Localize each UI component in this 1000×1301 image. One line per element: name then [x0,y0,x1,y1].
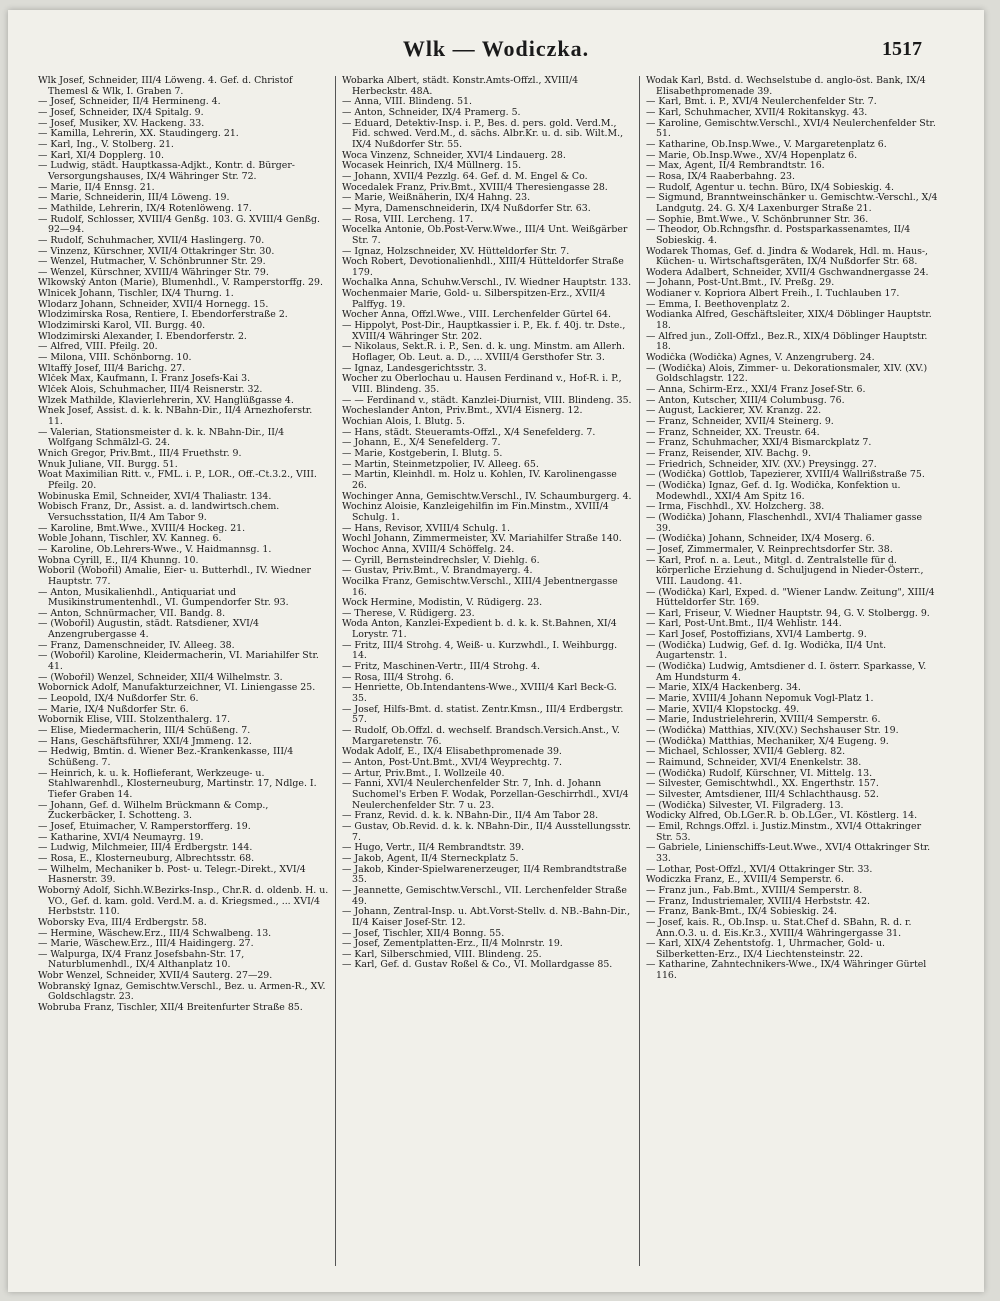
directory-entry: — Jakob, Agent, II/4 Sterneckplatz 5. [342,853,519,864]
directory-entry: — Johann, Post-Unt.Bmt., IV. Preßg. 29. [646,278,835,289]
directory-entry: — Friedrich, Schneider, XIV. (XV.) Preysingg. 27. [646,459,877,470]
directory-entry: — Elise, Miedermacherin, III/4 Schüßeng. 7. [38,726,251,737]
directory-entry: Wochinz Aloisie, Kanzleigehilfin im Fin.Minstm., XVIII/4 Schulg. 1. [342,502,609,523]
directory-entry: — Ludwig, Milchmeier, III/4 Erdbergstr. 144. [38,843,253,854]
directory-entry: Wocilka Franz, Gemischtw.Verschl., XIII/4 Jebentnergasse 16. [342,576,618,598]
directory-entry: Wnek Josef, Assist. d. k. k. NBahn-Dir., II/4 Arnezhoferstr. 11. [38,406,313,427]
directory-entry: Woble Johann, Tischler, XV. Kanneg. 6. [38,534,222,545]
directory-entry: — (Wobořil) Karoline, Kleidermacherin, VI. Mariahilfer Str. 41. [38,651,319,673]
directory-entry: — Josef, kais. R., Ob.Insp. u. Stat.Chef d. SBahn, R. d. r. Ann.O.3. u. d. Eis.Kr.3., XVIII/4 Währingergasse 31. [646,917,912,939]
directory-entry: — Franz, Revid. d. k. k. NBahn-Dir., II/4 Am Tabor 28. [342,811,599,822]
directory-entry: — Rosa, IX/4 Raaberbahng. 23. [646,171,795,182]
directory-entry: — Anton, Kutscher, XIII/4 Columbusg. 76. [646,395,845,406]
directory-entry: — Valerian, Stationsmeister d. k. k. NBahn-Dir., II/4 Wolfgang Schmälzl-G. 24. [38,427,285,449]
directory-column-3 [646,76,938,1271]
directory-entry: — Rosa, VIII. Lercheng. 17. [342,214,474,225]
directory-entry: Wodak Adolf, E., IX/4 Elisabethpromenade 39. [342,747,562,758]
directory-entry: — Silvester, Amtsdiener, III/4 Schlachthausg. 52. [646,789,879,800]
directory-entry: — Josef, Hilfs-Bmt. d. statist. Zentr.Kmsn., III/4 Erdbergstr. 57. [342,704,624,726]
directory-entry: — Theodor, Ob.Rchngsfhr. d. Postsparkassenamtes, II/4 Sobieskig. 4. [646,225,911,246]
directory-entry: Woborsky Eva, III/4 Erdbergstr. 58. [38,917,207,928]
directory-entry: — Sigmund, Branntweinschänker u. Gemischtw.-Verschl., X/4 Landgutg. 24. G. X/4 Laxenburger Straße 21. [646,193,938,214]
directory-entry: Wodera Adalbert, Schneider, XVII/4 Gschwandnergasse 24. [646,267,929,278]
directory-entry: Wobornick Adolf, Manufakturzeichner, VI. Liniengasse 25. [38,683,316,694]
directory-entry: — Hugo, Vertr., II/4 Rembrandtstr. 39. [342,843,525,854]
directory-entry: Wlk Josef, Schneider, III/4 Löweng. 4. Gef. d. Christof Themesl & Wlk, I. Graben 7. [38,76,293,97]
directory-entry: Wochenmaier Marie, Gold- u. Silberspitzen-Erz., XVII/4 Palffyg. 19. [342,289,606,310]
directory-entry: — Hedwig, Bmtin. d. Wiener Bez.-Krankenkasse, III/4 Schüßeng. 7. [38,747,294,768]
directory-entry: — Kamilla, Lehrerin, XX. Staudingerg. 21. [38,129,239,140]
directory-entry: — Marie, XVIII/4 Johann Nepomuk Vogl-Platz 1. [646,694,874,705]
directory-entry: — Karl, XI/4 Dopplerg. 10. [38,150,164,161]
directory-entry: — Anton, Schnürmacher, VII. Bandg. 8. [38,608,226,619]
directory-column-1 [38,76,330,1271]
directory-entry: — Gabriele, Linienschiffs-Leut.Wwe., XVI/4 Ottakringer Str. 33. [646,843,931,864]
directory-entry: — Therese, V. Rüdigerg. 23. [342,608,475,619]
directory-entry: — Marie, Ob.Insp.Wwe., XV/4 Hopenplatz 6. [646,150,858,161]
directory-entry: — Josef, Musiker, XV. Hackeng. 33. [38,118,205,129]
directory-entry: — (Wobořil) Wenzel, Schneider, XII/4 Wilhelmstr. 3. [38,672,283,683]
directory-entry: — Nikolaus, Sekt.R. i. P., Sen. d. k. ung. Minstm. am Allerh. Hoflager, Ob. Leut. a. D., ... XVIII/4 Gersthofer Str. 3. [342,342,625,364]
directory-entry: — Anton, Post-Unt.Bmt., XVI/4 Weyprechtg. 7. [342,758,563,768]
directory-entry: — Walpurga, IX/4 Franz Josefsbahn-Str. 17, Naturblumenhdl., IX/4 Althanplatz 10. [38,949,245,971]
directory-entry: — Irma, Fischhdl., XV. Holzcherg. 38. [646,502,825,513]
directory-entry: — Marie, XIX/4 Hackenberg. 34. [646,683,801,694]
directory-entry: — (Wodička) Johann, Flaschenhdl., XVI/4 Thaliamer gasse 39. [646,512,923,534]
directory-entry: — Katharine, Ob.Insp.Wwe., V. Margaretenplatz 6. [646,139,887,150]
directory-entry: — Anna, VIII. Blindeng. 51. [342,97,472,108]
directory-entry: — Johann, Gef. d. Wilhelm Brückmann & Comp., Zuckerbäcker, I. Schotteng. 3. [38,800,269,822]
directory-page [8,10,984,1292]
directory-entry: Wobisch Franz, Dr., Assist. a. d. landwirtsch.chem. Versuchsstation, II/4 Am Tabor 9. [38,502,280,523]
directory-entry: Woborný Adolf, Sichh.W.Bezirks-Insp., Chr.R. d. oldenb. H. u. VO., Gef. d. kam. gold. Verd.M. a. d. Kriegsmed., ... XVI/4 Herbststr. 110. [38,885,329,918]
directory-entry: Wodarek Thomas, Gef. d. Jindra & Wodarek, Hdl. m. Haus-, Küchen- u. Wirtschaftsgeräten, IX/4 Nußdorfer Str. 68. [646,246,929,268]
directory-entry: — (Wodička) Rudolf, Kürschner, VI. Mittelg. 13. [646,768,873,779]
directory-entry: — Ignaz, Landesgerichtsstr. 3. [342,363,487,374]
directory-entry: — Karoline, Bmt.Wwe., XVIII/4 Hockeg. 21. [38,523,246,534]
directory-entry: — Anton, Schneider, IX/4 Pramerg. 5. [342,107,521,118]
directory-entry: Wltaffý Josef, III/4 Barichg. 27. [38,363,186,374]
directory-entry: — Emma, I. Beethovenplatz 2. [646,299,790,310]
directory-entry: — Alfred jun., Zoll-Offzl., Bez.R., XIX/4 Döblinger Hauptstr. 18. [646,331,928,353]
directory-entry: Wlkowský Anton (Marie), Blumenhdl., V. Ramperstorffg. 29. [38,278,323,289]
directory-entry: Wlodzimirska Rosa, Rentiere, I. Ebendorferstraße 2. [38,310,288,321]
directory-entry: — August, Lackierer, XV. Kranzg. 22. [646,406,822,417]
directory-entry: — Hans, Revisor, XVIII/4 Schulg. 1. [342,523,511,534]
directory-entry: — Ignaz, Holzschneider, XV. Hütteldorfer Str. 7. [342,246,570,257]
directory-entry: — Myra, Damenschneiderin, IX/4 Nußdorfer Str. 63. [342,203,591,214]
directory-entry: Wobna Cyrill, E., II/4 Khunng. 10. [38,555,199,566]
directory-entry: — (Wodička) Johann, Schneider, IX/4 Moserg. 6. [646,534,875,545]
directory-entry: — Fritz, Maschinen-Vertr., III/4 Strohg. 4. [342,662,540,673]
directory-entry: — Franz, Reisender, XIV. Bachg. 9. [646,448,811,459]
directory-entry: — Franz, Schuhmacher, XXI/4 Bismarckplatz 7. [646,438,872,449]
directory-entry: — Katharine, XVI/4 Neumayrg. 19. [38,832,204,843]
directory-entry: Wochoc Anna, XVIII/4 Schöffelg. 24. [342,544,515,555]
directory-entry: — Martin, Steinmetzpolier, IV. Alleeg. 65. [342,459,539,470]
directory-entry: Wlček Alois, Schuhmacher, III/4 Reisnerstr. 32. [38,385,263,396]
directory-entry: — Karl, Post-Unt.Bmt., II/4 Wehlistr. 144. [646,619,842,630]
directory-entry: — Max, Agent, II/4 Rembrandtstr. 16. [646,161,825,172]
directory-entry: — Franz, Industriemaler, XVIII/4 Herbststr. 42. [646,896,871,907]
directory-entry: — Franz, Schneider, XVII/4 Steinerg. 9. [646,417,834,427]
directory-entry: — Marie, IX/4 Nußdorfer Str. 6. [38,704,189,715]
directory-entry: — Milona, VIII. Schönborng. 10. [38,353,192,364]
directory-entry: — Johann, E., X/4 Senefelderg. 7. [342,438,501,449]
directory-entry: — Karl, Friseur, V. Wiedner Hauptstr. 94, G. V. Stolbergg. 9. [646,608,930,619]
directory-entry: Wochian Alois, I. Blutg. 5. [342,417,465,427]
directory-entry: — Rudolf, Schlosser, XVIII/4 Genßg. 103. G. XVIII/4 Genßg. 92—94. [38,214,321,236]
directory-entry: — Karoline, Gemischtw.Verschl., XVI/4 Neulerchenfelder Str. 51. [646,118,936,140]
directory-entry: — Cyrill, Bernsteindrechsler, V. Diehlg. 6. [342,555,540,566]
directory-entry: — Josef, Tischler, XII/4 Bonng. 55. [342,928,505,939]
column-divider [639,76,640,1266]
directory-entry: — Johann, Zentral-Insp. u. Abt.Vorst-Stellv. d. NB.-Bahn-Dir., II/4 Kaiser Josef-Str. 12. [342,907,631,928]
directory-entry: Wocher zu Oberlochau u. Hausen Ferdinand v., Hof-R. i. P., VIII. Blindeng. 35. [342,374,622,396]
directory-entry: — (Wodička) Matthias, XIV.(XV.) Sechshauser Str. 19. [646,726,899,737]
directory-entry: Wochl Johann, Zimmermeister, XV. Mariahilfer Straße 140. [342,534,622,545]
directory-entry: — Hans, städt. Steueramts-Offzl., X/4 Senefelderg. 7. [342,427,596,438]
directory-entry: Wobranský Ignaz, Gemischtw.Verschl., Bez. u. Armen-R., XV. Goldschlagstr. 23. [38,981,326,1003]
directory-entry: Wlodarz Johann, Schneider, XVII/4 Hornegg. 15. [38,299,269,310]
directory-entry: — Michael, Schlosser, XVII/4 Geblerg. 82. [646,747,846,758]
directory-entry: — (Wodička) Alois, Zimmer- u. Dekorationsmaler, XIV. (XV.) Goldschlagstr. 122. [646,363,928,385]
directory-entry: — Heinrich, k. u. k. Hoflieferant, Werkzeuge- u. Stahlwarenhdl., Klosterneuburg, Martinstr. 17, Ndlge. I. Tiefer Graben 14. [38,768,317,800]
directory-entry: Woat Maximilian Ritt. v., FML. i. P., LOR., Off.-Ct.3.2., VIII. Pfeilg. 20. [38,470,317,491]
directory-entry: — Jeannette, Gemischtw.Verschl., VII. Lerchenfelder Straße 49. [342,885,627,907]
directory-entry: Wodička (Wodička) Agnes, V. Anzengruberg. 24. [646,353,875,364]
directory-entry: Wlček Max, Kaufmann, I. Franz Josefs-Kai 3. [38,374,251,385]
directory-entry: — Silvester, Gemischtwhdl., XX. Engerthstr. 157. [646,779,879,790]
directory-entry: — Josef, Etuimacher, V. Ramperstorfferg. 19. [38,821,251,832]
directory-entry: Wlzek Mathilde, Klavierlehrerin, XV. Hanglüßgasse 4. [38,395,294,406]
directory-entry: Woca Vinzenz, Schneider, XVI/4 Lindauerg. 28. [342,150,566,161]
directory-entry: — Karl, Bmt. i. P., XVI/4 Neulerchenfelder Str. 7. [646,97,877,108]
directory-entry: — Rudolf, Ob.Offzl. d. wechself. Brandsch.Versich.Anst., V. Margaretenstr. 76. [342,726,620,747]
directory-entry: — Leopold, IX/4 Nußdorfer Str. 6. [38,694,199,705]
directory-entry: Wodak Karl, Bstd. d. Wechselstube d. anglo-öst. Bank, IX/4 Elisabethpromenade 39. [646,76,926,97]
directory-entry: — Sophie, Bmt.Wwe., V. Schönbrunner Str. 36. [646,214,869,225]
directory-entry: — (Wodička) Silvester, VI. Filgraderg. 13. [646,800,844,811]
directory-entry: — (Wodička) Ludwig, Gef. d. Ig. Wodička, II/4 Unt. Augartenstr. 1. [646,640,887,662]
directory-entry: Wlodzimirski Alexander, I. Ebendorferstr. 2. [38,331,247,342]
directory-entry: — Johann, XVII/4 Pezzlg. 64. Gef. d. M. Engel & Co. [342,171,588,182]
directory-entry: — Karl, Prof. n. a. Leut., Mitgl. d. Zentralstelle für d. körperliche Erziehung d. Schuljugend in Nieder-Österr., VIII. Laudong. 41. [646,555,924,587]
directory-entry: — Karoline, Ob.Lehrers-Wwe., V. Haidmannsg. 1. [38,544,272,555]
directory-entry: — Vinzenz, Kürschner, XVII/4 Ottakringer Str. 30. [38,246,275,257]
page-header [8,32,984,66]
directory-entry: — Alfred, VIII. Pfeilg. 20. [38,342,158,353]
directory-entry: — Rosa, III/4 Strohg. 6. [342,672,454,683]
directory-entry: — Anton, Musikalienhdl., Antiquariat und Musikinstrumentenhdl., VI. Gumpendorfer Str. 93. [38,587,289,609]
directory-entry: Wlnicek Johann, Tischler, IX/4 Thurng. 1. [38,289,234,300]
directory-entry: — Karl Josef, Postoffizians, XVI/4 Lambertg. 9. [646,630,867,641]
directory-entry: — Martin, Kleinhdl. m. Holz u. Kohlen, IV. Karolinengasse 26. [342,470,617,491]
directory-entry: Wnich Gregor, Priv.Bmt., III/4 Fruethstr. 9. [38,448,242,459]
directory-entry: Wobarka Albert, städt. Konstr.Amts-Offzl., XVIII/4 Herbeckstr. 48A. [342,76,579,97]
directory-entry: — Raimund, Schneider, XVI/4 Enenkelstr. 38. [646,758,862,768]
directory-entry: — Hippolyt, Post-Dir., Hauptkassier i. P., Ek. f. 40j. tr. Dste., XVIII/4 Währinger Str. 202. [342,321,626,342]
directory-entry: — Marie, Industrielehrerin, XVIII/4 Semperstr. 6. [646,715,881,726]
directory-entry: — Jakob, Kinder-Spielwarenerzeuger, II/4 Rembrandtstraße 35. [342,864,627,886]
directory-entry: Wlodzimirski Karol, VII. Burgg. 40. [38,321,206,332]
directory-entry: Wocedalek Franz, Priv.Bmt., XVIII/4 Theresiengasse 28. [342,182,608,193]
directory-column-2 [342,76,634,1271]
directory-entry: — Josef, Zimmermaler, V. Reinprechtsdorfer Str. 38. [646,544,893,555]
directory-entry: — Anna, Schirm-Erz., XXI/4 Franz Josef-Str. 6. [646,385,866,396]
directory-entry: — Rosa, E., Klosterneuburg, Albrechtsstr. 68. [38,853,255,864]
running-title: Wlk — Wodiczka. [402,36,590,61]
directory-entry: — Wilhelm, Mechaniker b. Post- u. Telegr.-Direkt., XVI/4 Hasnerstr. 39. [38,864,306,886]
directory-entry: Woboril (Wobořil) Amalie, Eier- u. Butterhdl., IV. Wiedner Hauptstr. 77. [38,566,311,587]
directory-entry: — Karl, Silberschmied, VIII. Blindeng. 25. [342,949,542,960]
directory-entry: — Wenzel, Kürschner, XVIII/4 Währinger Str. 79. [38,267,269,278]
directory-entry: — Hans, Geschäftsführer, XXI/4 Jmmeng. 12. [38,736,252,747]
directory-entry: — Mathilde, Lehrerin, IX/4 Rotenlöweng. 17. [38,203,252,214]
directory-entry: — Karl, Schuhmacher, XVII/4 Rokitanskyg. 43. [646,107,868,118]
directory-entry: Wocasek Heinrich, IX/4 Müllnerg. 15. [342,161,522,172]
directory-entry: Woda Anton, Kanzlei-Expedient b. d. k. k. St.Bahnen, XI/4 Lorystr. 71. [342,619,617,641]
directory-entry: — Wenzel, Hutmacher, V. Schönbrunner Str. 29. [38,257,266,268]
directory-entry: — Ludwig, städt. Hauptkassa-Adjkt., Kontr. d. Bürger-Versorgungshauses, IX/4 Währinger Str. 72. [38,161,295,182]
directory-entry: — Rudolf, Schuhmacher, XVII/4 Haslingerg. 70. [38,235,265,246]
directory-entry: — Marie, II/4 Ennsg. 21. [38,182,155,193]
directory-entry: — Katharine, Zahntechnikers-Wwe., IX/4 Währinger Gürtel 116. [646,960,927,982]
directory-entry: — Karl, Ing., V. Stolberg. 21. [38,139,174,150]
directory-entry: — (Wodička) Matthias, Mechaniker, X/4 Eugeng. 9. [646,736,889,747]
directory-entry: Wobr Wenzel, Schneider, XVII/4 Sauterg. 27—29. [38,971,273,982]
directory-entry: — Artur, Priv.Bmt., I. Wollzeile 40. [342,768,505,779]
directory-entry: Wodicky Alfred, Ob.LGer.R. b. Ob.LGer., VI. Köstlerg. 14. [646,811,918,822]
directory-entry: Wobruba Franz, Tischler, XII/4 Breitenfurter Straße 85. [38,1003,303,1014]
directory-entry: Wobornik Elise, VIII. Stolzenthalerg. 17. [38,715,231,726]
directory-entry: — (Wodička) Ludwig, Amtsdiener d. I. österr. Sparkasse, V. Am Hundsturm 4. [646,662,927,683]
directory-entry: Wocelka Antonie, Ob.Post-Verw.Wwe., III/4 Unt. Weißgärber Str. 7. [342,225,628,246]
directory-entry: Wodiczka Franz, E., XVIII/4 Semperstr. 6. [646,875,844,886]
directory-entry: Wodianka Alfred, Geschäftsleiter, XIX/4 Döblinger Hauptstr. 18. [646,310,932,332]
directory-entry: Wnuk Juliane, VII. Burgg. 51. [38,459,178,470]
directory-entry: — Karl, Gef. d. Gustav Roßel & Co., VI. Mollardgasse 85. [342,960,613,971]
directory-entry: — (Wobořil) Augustin, städt. Ratsdiener, XVI/4 Anzengrubergasse 4. [38,619,259,641]
directory-entry: — Marie, Kostgeberin, I. Blutg. 5. [342,448,503,459]
directory-entry: — Eduard, Detektiv-Insp. i. P., Bes. d. pers. gold. Verd.M., Fid. schwed. Verd.M., d. sächs. Albr.Kr. u. d. sib. Wilt.M., IX/4 Nußdorfer Str. 55. [342,118,624,150]
directory-entry: — (Wodička) Gottlob, Tapezierer, XVIII/4 Wallrißstraße 75. [646,470,925,481]
directory-entry: — Marie, Schneiderin, III/4 Löweng. 19. [38,193,230,204]
directory-entry: — Marie, XVII/4 Klopstockg. 49. [646,704,800,715]
directory-entry: — Gustav, Ob.Revid. d. k. k. NBahn-Dir., II/4 Ausstellungsstr. 7. [342,821,631,843]
directory-entry: Wochinger Anna, Gemischtw.Verschl., IV. Schaumburgerg. 4. [342,491,632,502]
directory-entry: — Henriette, Ob.Intendantens-Wwe., XVIII/4 Karl Beck-G. 35. [342,683,617,705]
directory-entry: — Franz, Damenschneider, IV. Alleeg. 38. [38,640,235,651]
directory-entry: — Rudolf, Agentur u. techn. Büro, IX/4 Sobieskig. 4. [646,182,894,193]
directory-entry: — Josef, Schneider, IX/4 Spitalg. 9. [38,107,204,118]
directory-entry: Wobinuska Emil, Schneider, XVI/4 Thaliastr. 134. [38,491,272,502]
directory-entry: — Franz, Bank-Bmt., IX/4 Sobieskig. 24. [646,907,838,918]
directory-entry: Wock Hermine, Modistin, V. Rüdigerg. 23. [342,598,543,609]
page-number: 1517 [882,38,922,60]
directory-entry: — Franz jun., Fab.Bmt., XVIII/4 Semperstr. 8. [646,885,863,896]
directory-entry: Wocher Anna, Offzl.Wwe., VIII. Lerchenfelder Gürtel 64. [342,310,611,321]
directory-entry: — Josef, Zementplatten-Erz., II/4 Molnrstr. 19. [342,939,563,950]
directory-entry: — Fritz, III/4 Strohg. 4, Weiß- u. Kurzwhdl., I. Weihburgg. 14. [342,640,618,662]
directory-entry: — Franz, Schneider, XX. Treustr. 64. [646,427,820,438]
directory-entry: Wodianer v. Kopriora Albert Freih., I. Tuchlauben 17. [646,289,900,300]
directory-entry: — Fanni, XVI/4 Neulerchenfelder Str. 7, Inh. d. Johann Suchomel's Erben F. Wodak, Porzellan-Geschirrhdl., XVI/4 Neulerchenfelder Str. 7 u. 23. [342,779,629,811]
column-divider [335,76,336,1266]
directory-entry: — — Ferdinand v., städt. Kanzlei-Diurnist, VIII. Blindeng. 35. [342,395,632,406]
directory-entry: — Emil, Rchngs.Offzl. i. Justiz.Minstm., XVI/4 Ottakringer Str. 53. [646,821,922,843]
directory-entry: — (Wodička) Ignaz, Gef. d. Ig. Wodička, Konfektion u. Modewhdl., XXI/4 Am Spitz 16. [646,480,901,502]
directory-entry: — Marie, Weißnäherin, IX/4 Hahng. 23. [342,193,531,204]
directory-entry: — Josef, Schneider, II/4 Hermineng. 4. [38,97,221,108]
directory-entry: — Hermine, Wäschew.Erz., III/4 Schwalbeng. 13. [38,928,272,939]
directory-entry: — (Wodička) Karl, Exped. d. "Wiener Landw. Zeitung", XIII/4 Hütteldorfer Str. 169. [646,587,935,609]
directory-entry: Wochalka Anna, Schuhw.Verschl., IV. Wiedner Hauptstr. 133. [342,278,632,289]
directory-entry: — Marie, Wäschew.Erz., III/4 Haidingerg. 27. [38,939,254,950]
directory-entry: Wocheslander Anton, Priv.Bmt., XVI/4 Eisnerg. 12. [342,406,583,417]
directory-entry: — Gustav, Priv.Bmt., V. Brandmayerg. 4. [342,566,533,577]
directory-entry: — Lothar, Post-Offzl., XVI/4 Ottakringer Str. 33. [646,864,873,875]
directory-entry: Woch Robert, Devotionalienhdl., XIII/4 Hütteldorfer Straße 179. [342,257,624,278]
directory-entry: — Karl, XIX/4 Zehentstofg. 1, Uhrmacher, Gold- u. Silberketten-Erz., IX/4 Liechtensteinstr. 22. [646,939,886,960]
